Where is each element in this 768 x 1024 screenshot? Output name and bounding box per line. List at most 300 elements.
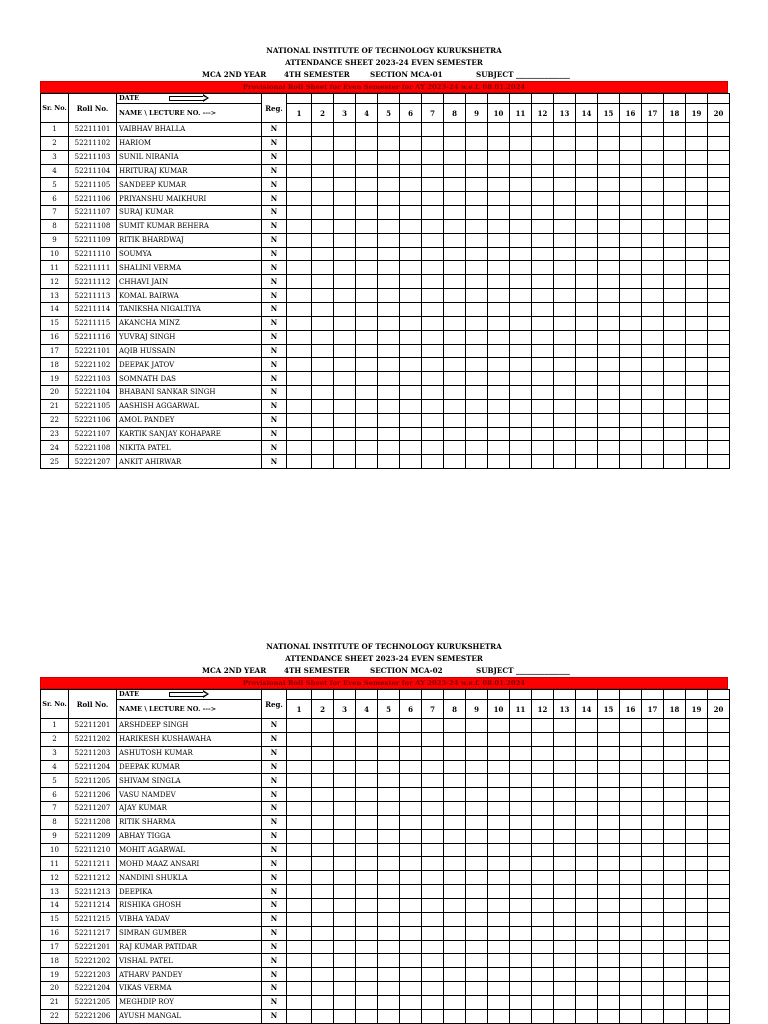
attendance-cell[interactable] <box>708 760 730 774</box>
date-cell[interactable] <box>400 690 422 700</box>
attendance-cell[interactable] <box>664 289 686 303</box>
attendance-cell[interactable] <box>444 261 466 275</box>
attendance-cell[interactable] <box>312 954 334 968</box>
attendance-cell[interactable] <box>378 829 400 843</box>
attendance-cell[interactable] <box>400 802 422 816</box>
attendance-cell[interactable] <box>664 954 686 968</box>
attendance-cell[interactable] <box>532 940 554 954</box>
attendance-cell[interactable] <box>510 413 532 427</box>
attendance-cell[interactable] <box>422 302 444 316</box>
attendance-cell[interactable] <box>598 746 620 760</box>
attendance-cell[interactable] <box>708 413 730 427</box>
attendance-cell[interactable] <box>312 940 334 954</box>
attendance-cell[interactable] <box>287 1009 312 1023</box>
attendance-cell[interactable] <box>466 247 488 261</box>
date-cell[interactable] <box>686 690 708 700</box>
attendance-cell[interactable] <box>488 219 510 233</box>
attendance-cell[interactable] <box>554 219 576 233</box>
attendance-cell[interactable] <box>356 136 378 150</box>
attendance-cell[interactable] <box>378 802 400 816</box>
attendance-cell[interactable] <box>444 219 466 233</box>
attendance-cell[interactable] <box>444 316 466 330</box>
attendance-cell[interactable] <box>642 788 664 802</box>
attendance-cell[interactable] <box>466 233 488 247</box>
attendance-cell[interactable] <box>532 150 554 164</box>
attendance-cell[interactable] <box>466 275 488 289</box>
attendance-cell[interactable] <box>378 275 400 289</box>
attendance-cell[interactable] <box>466 788 488 802</box>
attendance-cell[interactable] <box>334 427 356 441</box>
attendance-cell[interactable] <box>510 732 532 746</box>
date-cell[interactable] <box>334 690 356 700</box>
attendance-cell[interactable] <box>510 302 532 316</box>
attendance-cell[interactable] <box>422 316 444 330</box>
attendance-cell[interactable] <box>510 802 532 816</box>
attendance-cell[interactable] <box>466 441 488 455</box>
attendance-cell[interactable] <box>686 413 708 427</box>
attendance-cell[interactable] <box>312 261 334 275</box>
attendance-cell[interactable] <box>510 760 532 774</box>
attendance-cell[interactable] <box>576 774 598 788</box>
attendance-cell[interactable] <box>466 164 488 178</box>
attendance-cell[interactable] <box>510 982 532 996</box>
attendance-cell[interactable] <box>334 719 356 733</box>
attendance-cell[interactable] <box>642 954 664 968</box>
attendance-cell[interactable] <box>378 427 400 441</box>
attendance-cell[interactable] <box>554 289 576 303</box>
attendance-cell[interactable] <box>488 815 510 829</box>
attendance-cell[interactable] <box>400 316 422 330</box>
date-cell[interactable] <box>708 94 730 104</box>
attendance-cell[interactable] <box>598 316 620 330</box>
attendance-cell[interactable] <box>620 954 642 968</box>
attendance-cell[interactable] <box>620 774 642 788</box>
attendance-cell[interactable] <box>642 427 664 441</box>
attendance-cell[interactable] <box>488 399 510 413</box>
attendance-cell[interactable] <box>554 774 576 788</box>
attendance-cell[interactable] <box>466 719 488 733</box>
attendance-cell[interactable] <box>422 788 444 802</box>
attendance-cell[interactable] <box>642 829 664 843</box>
attendance-cell[interactable] <box>708 150 730 164</box>
attendance-cell[interactable] <box>708 732 730 746</box>
attendance-cell[interactable] <box>686 150 708 164</box>
attendance-cell[interactable] <box>422 982 444 996</box>
date-cell[interactable] <box>532 690 554 700</box>
attendance-cell[interactable] <box>598 219 620 233</box>
attendance-cell[interactable] <box>620 1009 642 1023</box>
attendance-cell[interactable] <box>378 843 400 857</box>
attendance-cell[interactable] <box>312 206 334 220</box>
date-cell[interactable] <box>598 690 620 700</box>
attendance-cell[interactable] <box>642 898 664 912</box>
attendance-cell[interactable] <box>510 829 532 843</box>
attendance-cell[interactable] <box>378 760 400 774</box>
attendance-cell[interactable] <box>686 247 708 261</box>
attendance-cell[interactable] <box>466 372 488 386</box>
attendance-cell[interactable] <box>664 150 686 164</box>
attendance-cell[interactable] <box>334 829 356 843</box>
attendance-cell[interactable] <box>312 344 334 358</box>
attendance-cell[interactable] <box>378 940 400 954</box>
attendance-cell[interactable] <box>554 1009 576 1023</box>
attendance-cell[interactable] <box>287 871 312 885</box>
attendance-cell[interactable] <box>686 843 708 857</box>
attendance-cell[interactable] <box>620 788 642 802</box>
attendance-cell[interactable] <box>378 164 400 178</box>
attendance-cell[interactable] <box>356 413 378 427</box>
attendance-cell[interactable] <box>532 912 554 926</box>
attendance-cell[interactable] <box>620 940 642 954</box>
date-cell[interactable] <box>620 690 642 700</box>
attendance-cell[interactable] <box>312 995 334 1009</box>
attendance-cell[interactable] <box>400 206 422 220</box>
date-cell[interactable] <box>554 690 576 700</box>
attendance-cell[interactable] <box>598 275 620 289</box>
attendance-cell[interactable] <box>334 150 356 164</box>
attendance-cell[interactable] <box>664 968 686 982</box>
attendance-cell[interactable] <box>686 275 708 289</box>
attendance-cell[interactable] <box>400 732 422 746</box>
date-cell[interactable] <box>708 690 730 700</box>
attendance-cell[interactable] <box>400 871 422 885</box>
attendance-cell[interactable] <box>642 275 664 289</box>
attendance-cell[interactable] <box>532 732 554 746</box>
attendance-cell[interactable] <box>334 760 356 774</box>
attendance-cell[interactable] <box>356 344 378 358</box>
attendance-cell[interactable] <box>708 136 730 150</box>
attendance-cell[interactable] <box>708 247 730 261</box>
attendance-cell[interactable] <box>488 898 510 912</box>
attendance-cell[interactable] <box>378 123 400 137</box>
attendance-cell[interactable] <box>510 372 532 386</box>
attendance-cell[interactable] <box>466 344 488 358</box>
attendance-cell[interactable] <box>554 192 576 206</box>
attendance-cell[interactable] <box>400 150 422 164</box>
attendance-cell[interactable] <box>510 455 532 469</box>
attendance-cell[interactable] <box>620 995 642 1009</box>
date-cell[interactable] <box>400 94 422 104</box>
attendance-cell[interactable] <box>642 399 664 413</box>
attendance-cell[interactable] <box>422 247 444 261</box>
attendance-cell[interactable] <box>686 399 708 413</box>
attendance-cell[interactable] <box>466 261 488 275</box>
attendance-cell[interactable] <box>356 968 378 982</box>
attendance-cell[interactable] <box>686 219 708 233</box>
attendance-cell[interactable] <box>642 982 664 996</box>
attendance-cell[interactable] <box>378 206 400 220</box>
attendance-cell[interactable] <box>488 427 510 441</box>
attendance-cell[interactable] <box>620 136 642 150</box>
attendance-cell[interactable] <box>664 275 686 289</box>
attendance-cell[interactable] <box>287 774 312 788</box>
attendance-cell[interactable] <box>466 206 488 220</box>
attendance-cell[interactable] <box>334 982 356 996</box>
attendance-cell[interactable] <box>466 136 488 150</box>
attendance-cell[interactable] <box>400 829 422 843</box>
attendance-cell[interactable] <box>620 760 642 774</box>
attendance-cell[interactable] <box>287 760 312 774</box>
date-cell[interactable] <box>466 94 488 104</box>
attendance-cell[interactable] <box>422 968 444 982</box>
attendance-cell[interactable] <box>422 178 444 192</box>
attendance-cell[interactable] <box>708 815 730 829</box>
attendance-cell[interactable] <box>400 774 422 788</box>
attendance-cell[interactable] <box>620 233 642 247</box>
attendance-cell[interactable] <box>642 746 664 760</box>
attendance-cell[interactable] <box>576 178 598 192</box>
attendance-cell[interactable] <box>400 719 422 733</box>
attendance-cell[interactable] <box>488 192 510 206</box>
attendance-cell[interactable] <box>686 261 708 275</box>
attendance-cell[interactable] <box>576 275 598 289</box>
attendance-cell[interactable] <box>554 926 576 940</box>
attendance-cell[interactable] <box>466 330 488 344</box>
attendance-cell[interactable] <box>312 358 334 372</box>
attendance-cell[interactable] <box>510 954 532 968</box>
attendance-cell[interactable] <box>312 275 334 289</box>
attendance-cell[interactable] <box>598 982 620 996</box>
attendance-cell[interactable] <box>510 843 532 857</box>
attendance-cell[interactable] <box>356 940 378 954</box>
attendance-cell[interactable] <box>488 247 510 261</box>
attendance-cell[interactable] <box>334 316 356 330</box>
attendance-cell[interactable] <box>334 358 356 372</box>
attendance-cell[interactable] <box>312 857 334 871</box>
attendance-cell[interactable] <box>554 123 576 137</box>
attendance-cell[interactable] <box>400 940 422 954</box>
attendance-cell[interactable] <box>287 344 312 358</box>
attendance-cell[interactable] <box>532 372 554 386</box>
attendance-cell[interactable] <box>312 399 334 413</box>
attendance-cell[interactable] <box>642 995 664 1009</box>
attendance-cell[interactable] <box>510 774 532 788</box>
attendance-cell[interactable] <box>378 982 400 996</box>
attendance-cell[interactable] <box>312 178 334 192</box>
attendance-cell[interactable] <box>642 302 664 316</box>
attendance-cell[interactable] <box>312 136 334 150</box>
attendance-cell[interactable] <box>378 815 400 829</box>
attendance-cell[interactable] <box>422 136 444 150</box>
attendance-cell[interactable] <box>378 372 400 386</box>
attendance-cell[interactable] <box>532 954 554 968</box>
attendance-cell[interactable] <box>334 774 356 788</box>
attendance-cell[interactable] <box>598 871 620 885</box>
attendance-cell[interactable] <box>334 192 356 206</box>
attendance-cell[interactable] <box>444 427 466 441</box>
attendance-cell[interactable] <box>422 192 444 206</box>
attendance-cell[interactable] <box>488 164 510 178</box>
attendance-cell[interactable] <box>466 413 488 427</box>
attendance-cell[interactable] <box>466 732 488 746</box>
attendance-cell[interactable] <box>287 289 312 303</box>
attendance-cell[interactable] <box>444 802 466 816</box>
attendance-cell[interactable] <box>664 982 686 996</box>
attendance-cell[interactable] <box>576 219 598 233</box>
attendance-cell[interactable] <box>444 233 466 247</box>
attendance-cell[interactable] <box>510 219 532 233</box>
attendance-cell[interactable] <box>444 178 466 192</box>
attendance-cell[interactable] <box>620 275 642 289</box>
attendance-cell[interactable] <box>576 206 598 220</box>
attendance-cell[interactable] <box>554 247 576 261</box>
attendance-cell[interactable] <box>422 330 444 344</box>
attendance-cell[interactable] <box>334 233 356 247</box>
attendance-cell[interactable] <box>334 912 356 926</box>
attendance-cell[interactable] <box>422 289 444 303</box>
attendance-cell[interactable] <box>532 344 554 358</box>
attendance-cell[interactable] <box>686 940 708 954</box>
attendance-cell[interactable] <box>620 358 642 372</box>
attendance-cell[interactable] <box>686 136 708 150</box>
attendance-cell[interactable] <box>620 386 642 400</box>
attendance-cell[interactable] <box>466 926 488 940</box>
attendance-cell[interactable] <box>576 164 598 178</box>
attendance-cell[interactable] <box>466 982 488 996</box>
attendance-cell[interactable] <box>422 871 444 885</box>
attendance-cell[interactable] <box>576 372 598 386</box>
attendance-cell[interactable] <box>378 413 400 427</box>
attendance-cell[interactable] <box>287 898 312 912</box>
attendance-cell[interactable] <box>598 732 620 746</box>
attendance-cell[interactable] <box>400 455 422 469</box>
attendance-cell[interactable] <box>422 455 444 469</box>
attendance-cell[interactable] <box>620 719 642 733</box>
attendance-cell[interactable] <box>576 247 598 261</box>
attendance-cell[interactable] <box>642 940 664 954</box>
attendance-cell[interactable] <box>510 857 532 871</box>
date-cell[interactable] <box>378 690 400 700</box>
attendance-cell[interactable] <box>510 940 532 954</box>
attendance-cell[interactable] <box>312 164 334 178</box>
attendance-cell[interactable] <box>686 316 708 330</box>
attendance-cell[interactable] <box>554 344 576 358</box>
date-cell[interactable] <box>510 690 532 700</box>
attendance-cell[interactable] <box>422 829 444 843</box>
attendance-cell[interactable] <box>642 123 664 137</box>
attendance-cell[interactable] <box>378 885 400 899</box>
attendance-cell[interactable] <box>400 885 422 899</box>
attendance-cell[interactable] <box>444 829 466 843</box>
attendance-cell[interactable] <box>444 150 466 164</box>
attendance-cell[interactable] <box>576 399 598 413</box>
attendance-cell[interactable] <box>620 829 642 843</box>
attendance-cell[interactable] <box>664 219 686 233</box>
attendance-cell[interactable] <box>378 344 400 358</box>
attendance-cell[interactable] <box>664 206 686 220</box>
attendance-cell[interactable] <box>356 954 378 968</box>
attendance-cell[interactable] <box>708 233 730 247</box>
attendance-cell[interactable] <box>444 192 466 206</box>
attendance-cell[interactable] <box>708 275 730 289</box>
attendance-cell[interactable] <box>287 926 312 940</box>
attendance-cell[interactable] <box>378 302 400 316</box>
attendance-cell[interactable] <box>312 441 334 455</box>
attendance-cell[interactable] <box>576 386 598 400</box>
attendance-cell[interactable] <box>356 247 378 261</box>
attendance-cell[interactable] <box>532 788 554 802</box>
attendance-cell[interactable] <box>664 802 686 816</box>
attendance-cell[interactable] <box>334 926 356 940</box>
attendance-cell[interactable] <box>664 1009 686 1023</box>
attendance-cell[interactable] <box>422 413 444 427</box>
attendance-cell[interactable] <box>444 164 466 178</box>
attendance-cell[interactable] <box>466 815 488 829</box>
attendance-cell[interactable] <box>422 885 444 899</box>
attendance-cell[interactable] <box>510 247 532 261</box>
attendance-cell[interactable] <box>642 732 664 746</box>
attendance-cell[interactable] <box>400 982 422 996</box>
attendance-cell[interactable] <box>488 774 510 788</box>
attendance-cell[interactable] <box>400 441 422 455</box>
attendance-cell[interactable] <box>598 926 620 940</box>
attendance-cell[interactable] <box>510 136 532 150</box>
attendance-cell[interactable] <box>686 206 708 220</box>
attendance-cell[interactable] <box>576 788 598 802</box>
attendance-cell[interactable] <box>312 732 334 746</box>
attendance-cell[interactable] <box>422 386 444 400</box>
attendance-cell[interactable] <box>444 982 466 996</box>
attendance-cell[interactable] <box>642 968 664 982</box>
attendance-cell[interactable] <box>312 413 334 427</box>
attendance-cell[interactable] <box>554 330 576 344</box>
attendance-cell[interactable] <box>554 968 576 982</box>
attendance-cell[interactable] <box>620 344 642 358</box>
attendance-cell[interactable] <box>708 746 730 760</box>
attendance-cell[interactable] <box>686 192 708 206</box>
attendance-cell[interactable] <box>532 857 554 871</box>
attendance-cell[interactable] <box>576 926 598 940</box>
attendance-cell[interactable] <box>642 192 664 206</box>
attendance-cell[interactable] <box>620 898 642 912</box>
attendance-cell[interactable] <box>554 719 576 733</box>
attendance-cell[interactable] <box>642 344 664 358</box>
attendance-cell[interactable] <box>620 968 642 982</box>
attendance-cell[interactable] <box>356 1009 378 1023</box>
attendance-cell[interactable] <box>356 372 378 386</box>
attendance-cell[interactable] <box>576 427 598 441</box>
attendance-cell[interactable] <box>510 746 532 760</box>
attendance-cell[interactable] <box>312 788 334 802</box>
attendance-cell[interactable] <box>576 123 598 137</box>
attendance-cell[interactable] <box>287 386 312 400</box>
attendance-cell[interactable] <box>488 233 510 247</box>
attendance-cell[interactable] <box>287 219 312 233</box>
attendance-cell[interactable] <box>356 164 378 178</box>
attendance-cell[interactable] <box>444 302 466 316</box>
attendance-cell[interactable] <box>287 330 312 344</box>
attendance-cell[interactable] <box>532 1009 554 1023</box>
attendance-cell[interactable] <box>642 760 664 774</box>
attendance-cell[interactable] <box>686 760 708 774</box>
date-cell[interactable] <box>554 94 576 104</box>
attendance-cell[interactable] <box>686 386 708 400</box>
attendance-cell[interactable] <box>576 289 598 303</box>
attendance-cell[interactable] <box>466 871 488 885</box>
attendance-cell[interactable] <box>664 926 686 940</box>
attendance-cell[interactable] <box>422 857 444 871</box>
attendance-cell[interactable] <box>356 275 378 289</box>
attendance-cell[interactable] <box>620 261 642 275</box>
attendance-cell[interactable] <box>532 164 554 178</box>
attendance-cell[interactable] <box>444 136 466 150</box>
attendance-cell[interactable] <box>576 136 598 150</box>
attendance-cell[interactable] <box>334 1009 356 1023</box>
attendance-cell[interactable] <box>400 399 422 413</box>
attendance-cell[interactable] <box>400 413 422 427</box>
attendance-cell[interactable] <box>664 441 686 455</box>
attendance-cell[interactable] <box>466 289 488 303</box>
